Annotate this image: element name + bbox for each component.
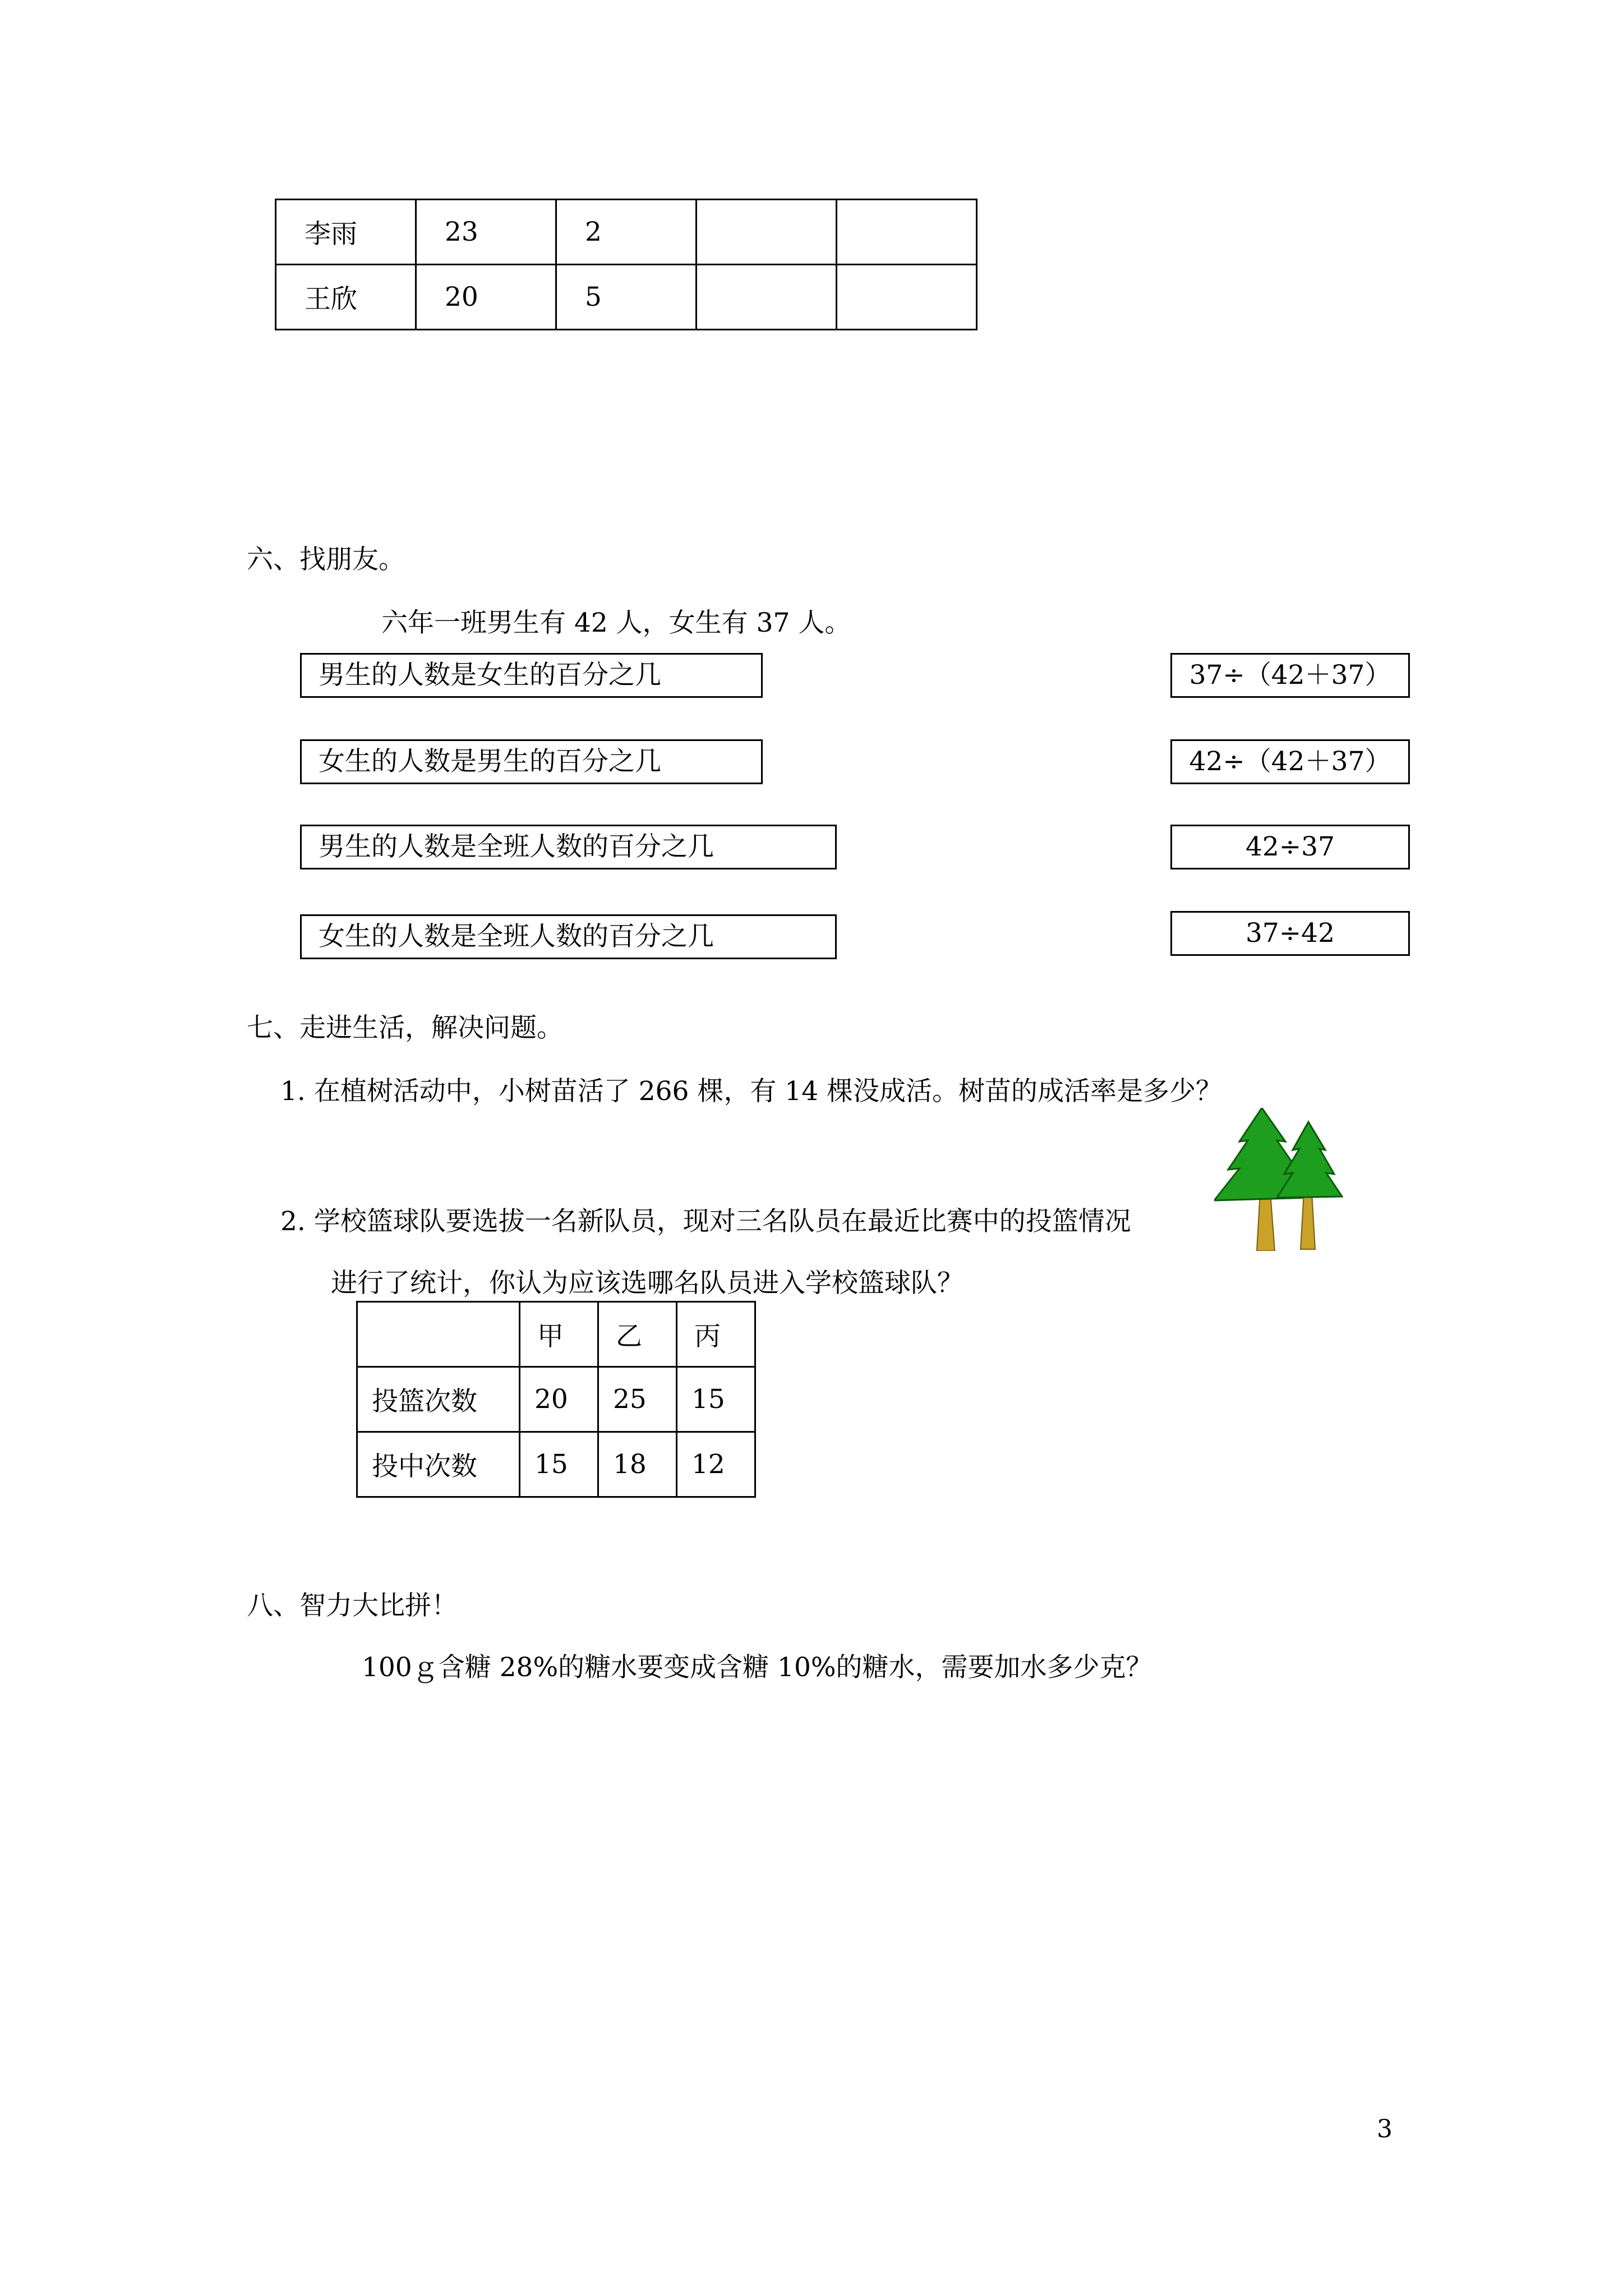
table-cell: 23 <box>416 200 556 265</box>
table-cell: 2 <box>556 200 697 265</box>
table-row <box>357 1302 755 1367</box>
match-right-item[interactable]: 37÷42 <box>1170 911 1410 956</box>
match-left-item[interactable]: 男生的人数是女生的百分之几 <box>300 653 763 698</box>
table-cell: 乙 <box>598 1302 677 1367</box>
match-left-item[interactable]: 女生的人数是男生的百分之几 <box>300 739 763 784</box>
table-cell: 甲 <box>520 1302 598 1367</box>
trees-illustration <box>1214 1108 1343 1251</box>
table-cell <box>697 200 837 265</box>
table-cell <box>837 200 977 265</box>
table-cell: 丙 <box>677 1302 755 1367</box>
question-2-line-1: 2. 学校篮球队要选拔一名新队员，现对三名队员在最近比赛中的投篮情况 <box>280 1206 1131 1237</box>
table-row <box>357 1432 755 1497</box>
match-right-item[interactable]: 37÷（42＋37） <box>1170 653 1410 698</box>
match-right-item[interactable]: 42÷37 <box>1170 825 1410 869</box>
table-cell <box>697 265 837 330</box>
table-cell: 12 <box>677 1432 755 1497</box>
tree-icon <box>1277 1122 1342 1249</box>
page-number: 3 <box>1377 2115 1393 2143</box>
table-cell <box>357 1302 520 1367</box>
section6-intro: 六年一班男生有 42 人，女生有 37 人。 <box>381 608 851 638</box>
table-row <box>276 265 977 330</box>
score-table-continued <box>275 199 978 330</box>
table-cell: 25 <box>598 1367 677 1432</box>
table-cell: 投篮次数 <box>357 1367 520 1432</box>
shooting-stats-table <box>356 1301 756 1498</box>
table-cell: 15 <box>520 1432 598 1497</box>
section8-question: 100ｇ含糖 28%的糖水要变成含糖 10%的糖水，需要加水多少克？ <box>362 1652 1152 1683</box>
match-left-item[interactable]: 女生的人数是全班人数的百分之几 <box>300 914 837 959</box>
section8-heading: 八、智力大比拼！ <box>247 1590 458 1621</box>
match-left-item[interactable]: 男生的人数是全班人数的百分之几 <box>300 825 837 869</box>
table-cell <box>837 265 977 330</box>
table-cell: 投中次数 <box>357 1432 520 1497</box>
table-cell: 20 <box>416 265 556 330</box>
table-cell: 18 <box>598 1432 677 1497</box>
question-1: 1. 在植树活动中，小树苗活了 266 棵，有 14 棵没成活。树苗的成活率是多少？ <box>280 1076 1223 1107</box>
table-cell: 王欣 <box>276 265 416 330</box>
question-2-line-2: 进行了统计，你认为应该选哪名队员进入学校篮球队？ <box>331 1268 963 1299</box>
table-cell: 李雨 <box>276 200 416 265</box>
match-right-item[interactable]: 42÷（42＋37） <box>1170 739 1410 784</box>
table-cell: 15 <box>677 1367 755 1432</box>
section7-heading: 七、走进生活，解决问题。 <box>247 1013 563 1043</box>
table-cell: 20 <box>520 1367 598 1432</box>
section6-heading: 六、找朋友。 <box>247 544 405 575</box>
table-row <box>276 200 977 265</box>
table-row <box>357 1367 755 1432</box>
table-cell: 5 <box>556 265 697 330</box>
